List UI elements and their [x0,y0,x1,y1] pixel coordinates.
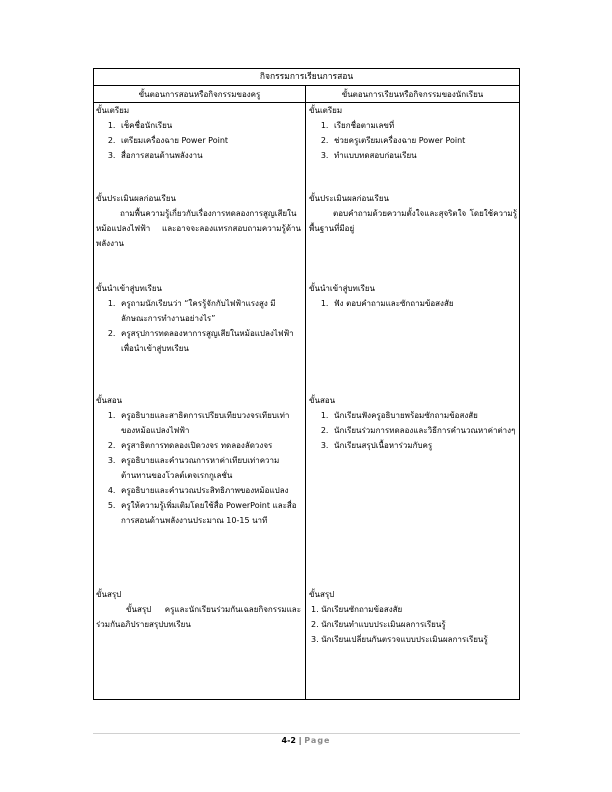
list-item: 2. นักเรียนทำแบบประเมินผลการเรียนรู้ [311,620,446,629]
student-column [309,103,517,699]
list-item: 2. นักเรียนร่วมการทดลองและวิธีการคำนวณหาค่าต่างๆ [331,423,517,438]
list-item: 3. นักเรียนสรุปเนื้อหาร่วมกับครู [331,438,517,453]
section-text: ขั้นสรุป ครูและนักเรียนร่วมกันเฉลยกิจกรรมและร่วมกันอภิปรายสรุปบทเรียน [96,605,301,629]
section-title: ขั้นสรุป [309,590,335,599]
list-item: 2. ครูสาธิตการทดลองเปิดวงจร ทดลองลัดวงจร [118,438,301,453]
list-item: 1. ครูถามนักเรียนว่า “ใครรู้จักกับไฟฟ้าแรงสูง มีลักษณะการทำงานอย่างไร” [118,296,301,326]
teacher-intro-section [96,281,301,356]
student-column-header: ขั้นตอนการเรียนหรือกิจกรรมของนักเรียน [341,90,484,99]
section-title: ขั้นสอน [309,396,336,405]
footer-divider [93,733,520,734]
teacher-column [96,103,301,699]
teacher-pretest-section [96,191,301,251]
section-title: ขั้นเตรียม [96,106,130,115]
student-teach-section [309,393,517,453]
section-title: ขั้นสอน [96,396,123,405]
list-item: 5. ครูให้ความรู้เพิ่มเติมโดยใช้สื่อ PowerPoint และสื่อการสอนด้านพลังงานประมาณ 10-15 นาที [118,498,301,528]
list-item: 2. ช่วยครูเตรียมเครื่องฉาย Power Point [331,133,517,148]
list-item: 3. นักเรียนเปลี่ยนกันตรวจแบบประเมินผลการเรียนรู้ [311,635,488,644]
list-item: 2. เตรียมเครื่องฉาย Power Point [118,133,301,148]
list-item: 3. สื่อการสอนด้านพลังงาน [118,148,301,163]
list-item: 1. เรียกชื่อตามเลขที่ [331,118,517,133]
activity-table [93,68,520,700]
section-title: ขั้นนำเข้าสู่บทเรียน [309,284,376,293]
section-title: ขั้นประเมินผลก่อนเรียน [96,194,176,203]
list-item: 3. ทำแบบทดสอบก่อนเรียน [331,148,517,163]
section-title: ขั้นนำเข้าสู่บทเรียน [96,284,163,293]
list-item: 1. เช็คชื่อนักเรียน [118,118,301,133]
column-header-row [94,86,519,103]
list-item: 1. นักเรียนซักถามข้อสงสัย [311,605,403,614]
list-item: 3. ครูอธิบายและคำนวณการหาค่าเทียบเท่าความต้านทานของโวลต์เตจเรกกูเลชั่น [118,453,301,483]
section-title: ขั้นสรุป [96,590,122,599]
section-title: ขั้นเตรียม [309,106,343,115]
student-intro-section [309,281,517,311]
page-number: 4-2 [281,736,296,745]
table-title: กิจกรรมการเรียนการสอน [94,69,519,86]
list-item: 2. ครูสรุปการทดลองหาการสูญเสียในหม้อแปลงไฟฟ้า เพื่อนำเข้าสู่บทเรียน [118,326,301,356]
footer-separator: | [298,736,302,745]
teacher-column-header: ขั้นตอนการสอนหรือกิจกรรมของครู [138,90,261,99]
teacher-teach-section [96,393,301,528]
list-item: 1. ฟัง ตอบคำถามและซักถามข้อสงสัย [331,296,517,311]
teacher-prep-section [96,103,301,163]
teacher-summary-section [96,587,301,632]
section-title: ขั้นประเมินผลก่อนเรียน [309,194,389,203]
list-item: 4. ครูอธิบายและคำนวณประสิทธิภาพของหม้อแปลง [118,483,301,498]
student-pretest-section [309,191,517,236]
section-text: ถามพื้นความรู้เกี่ยวกับเรื่องการทดลองการสูญเสียในหม้อแปลงไฟฟ้า และอาจจะลองแทรกสอบถามความรู้ด้านพลังงาน [96,209,301,248]
column-divider [305,86,306,699]
student-summary-section [309,587,517,647]
section-text: ตอบคำถามด้วยความตั้งใจและสุจริตใจ โดยใช้ความรู้พื้นฐานที่มีอยู่ [309,209,517,233]
student-prep-section [309,103,517,163]
list-item: 1. นักเรียนฟังครูอธิบายพร้อมซักถามข้อสงสัย [331,408,517,423]
page-word: Page [304,736,331,745]
list-item: 1. ครูอธิบายและสาธิตการเปรียบเทียบวงจรเทียบเท่าของหม้อแปลงไฟฟ้า [118,408,301,438]
page-footer [0,735,612,747]
